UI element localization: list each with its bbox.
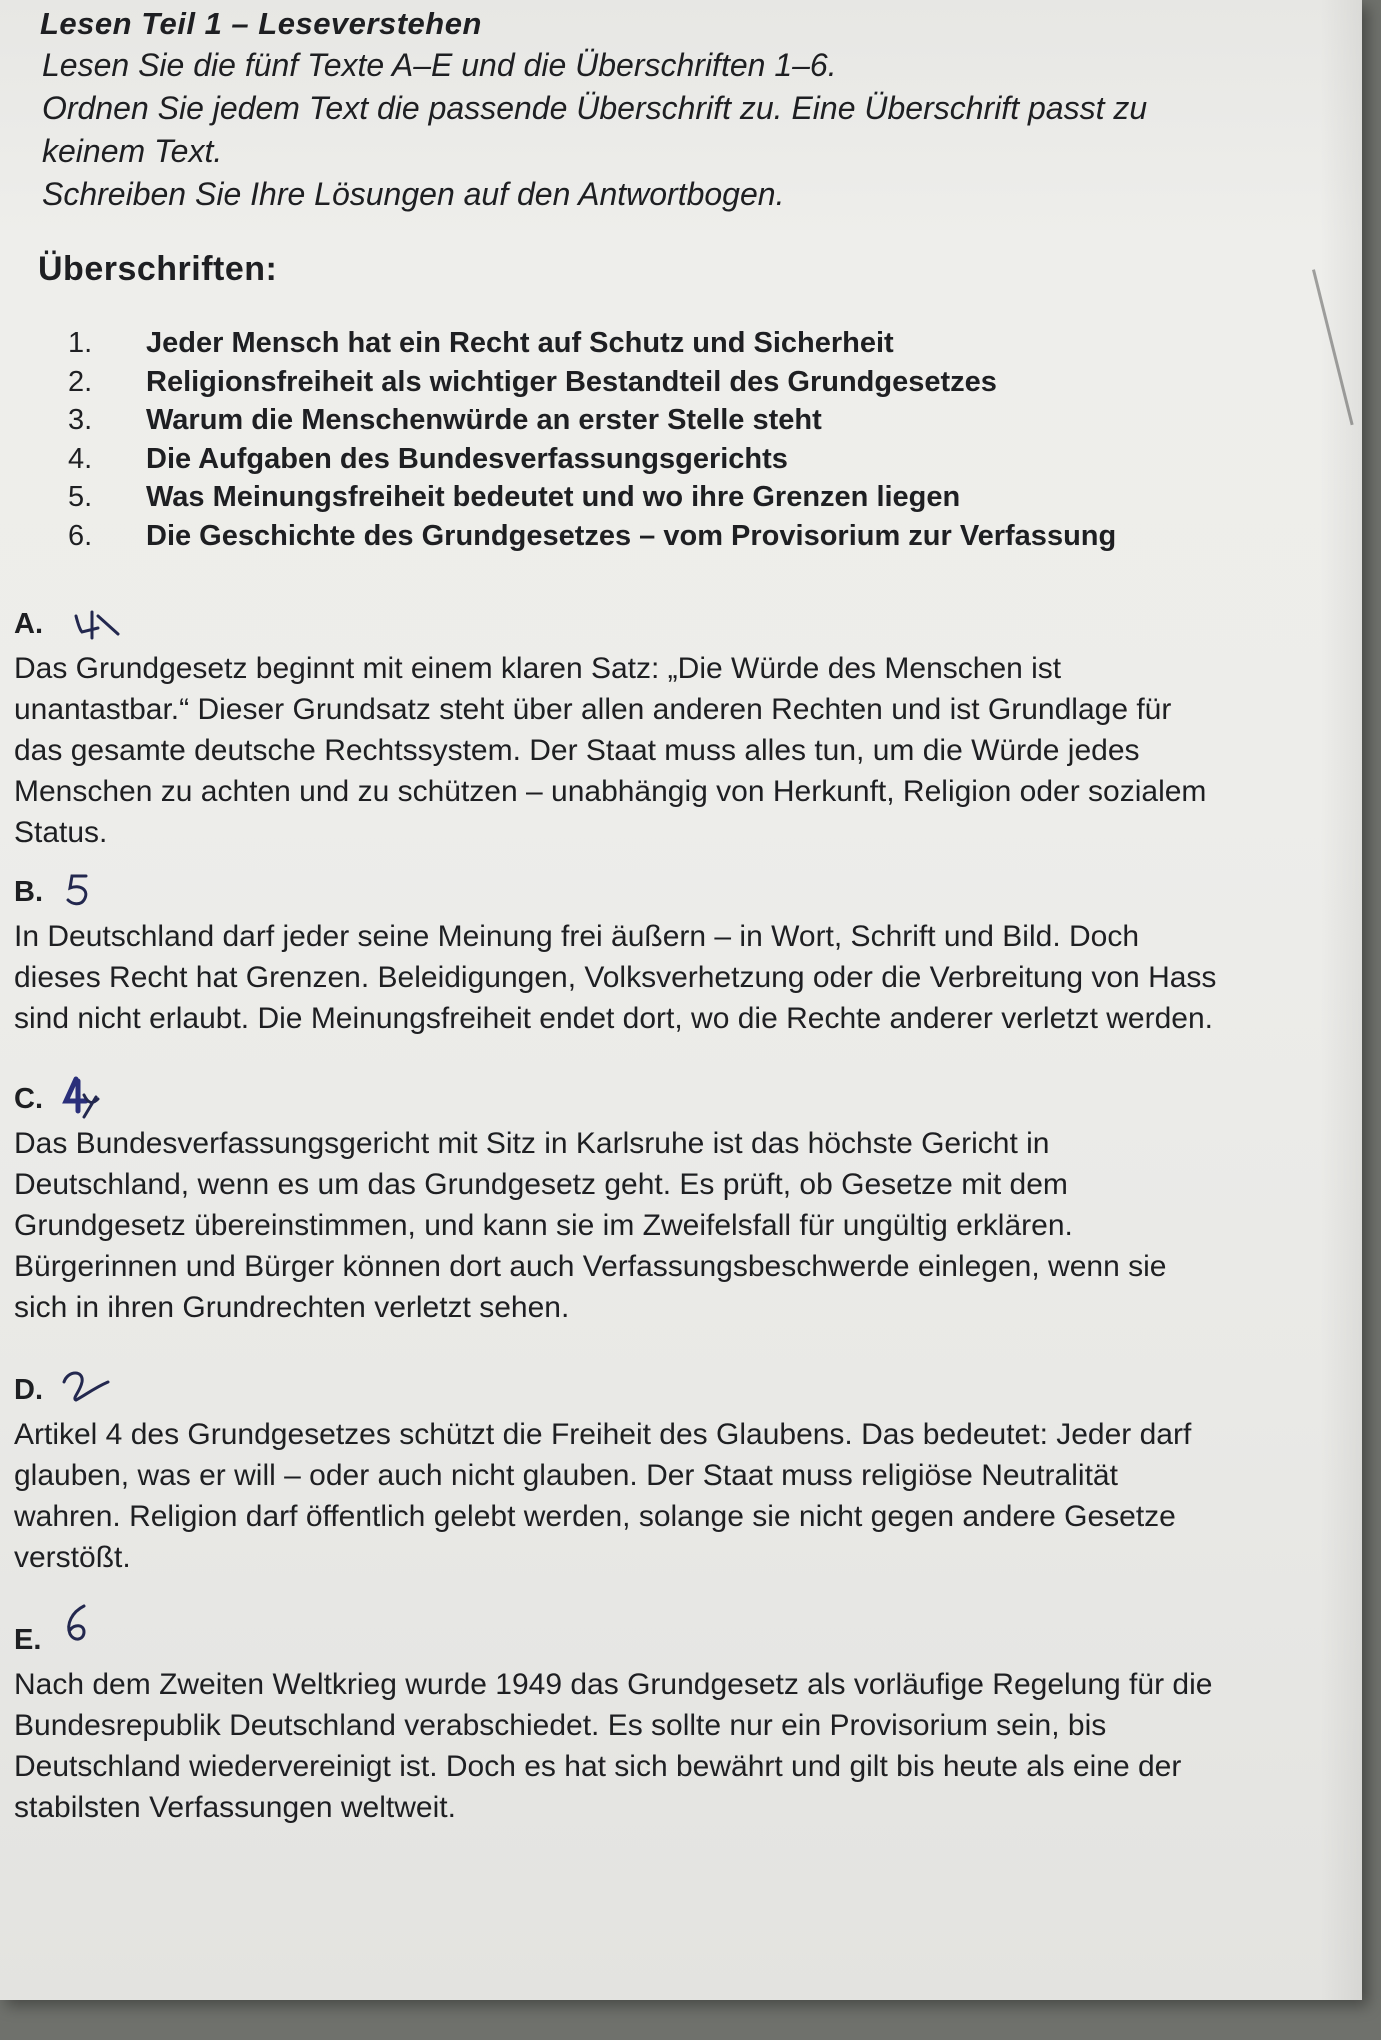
heading-text: Die Aufgaben des Bundesverfassungsgerichts (146, 442, 788, 475)
text-line: das gesamte deutsche Rechtssystem. Der Staat muss alles tun, um die Würde jedes (14, 734, 1140, 767)
text-line: Deutschland wiedervereinigt ist. Doch es hat sich bewährt und gilt bis heute als eine der (14, 1750, 1182, 1783)
heading-number: 6. (68, 519, 93, 552)
headings-label: Überschriften: (38, 250, 278, 288)
text-letter (14, 1374, 1360, 1414)
heading-text: Religionsfreiheit als wichtiger Bestandteil des Grundgesetzes (146, 365, 997, 398)
text-line: verstößt. (14, 1541, 131, 1574)
section-title: Lesen Teil 1 – Leseverstehen (40, 6, 482, 41)
text-letter (14, 876, 1360, 916)
text-line: glauben, was er will – oder auch nicht glauben. Der Staat muss religiöse Neutralität (14, 1459, 1118, 1492)
text-body (14, 1664, 1360, 1828)
text-letter (14, 608, 1360, 648)
text-body (14, 1123, 1360, 1328)
text-letter-label: E. (14, 1624, 42, 1656)
heading-item (68, 517, 1116, 556)
heading-number: 3. (68, 404, 93, 437)
heading-text: Was Meinungsfreiheit bedeutet und wo ihre Grenzen liegen (146, 481, 961, 514)
text-line: Bundesrepublik Deutschland verabschiedet. Es sollte nur ein Provisorium sein, bis (14, 1709, 1107, 1742)
text-line: dieses Recht hat Grenzen. Beleidigungen, Volksverhetzung oder die Verbreitung von Hass (14, 961, 1217, 994)
handwritten-answer-5 (58, 862, 128, 912)
text-body (14, 916, 1360, 1039)
heading-number: 5. (68, 481, 93, 514)
heading-number: 4. (68, 442, 93, 475)
heading-item (68, 363, 1116, 402)
handwritten-answer-4 (68, 594, 138, 644)
text-block-b (14, 876, 1360, 1039)
text-line: Artikel 4 des Grundgesetzes schützt die Freiheit des Glaubens. Das bedeutet: Jeder darf (14, 1418, 1192, 1451)
text-line: unantastbar.“ Dieser Grundsatz steht über allen anderen Rechten und ist Grundlage für (14, 693, 1172, 726)
text-letter (14, 1624, 1360, 1664)
text-line: Bürgerinnen und Bürger können dort auch Verfassungsbeschwerde einlegen, wenn sie (14, 1250, 1167, 1283)
heading-text: Die Geschichte des Grundgesetzes – vom Provisorium zur Verfassung (146, 519, 1117, 552)
text-line: Deutschland, wenn es um das Grundgesetz geht. Es prüft, ob Gesetze mit dem (14, 1168, 1068, 1201)
heading-text: Warum die Menschenwürde an erster Stelle steht (146, 404, 822, 437)
text-line: Status. (14, 816, 108, 849)
text-block-a (14, 608, 1360, 853)
instruction-line: Schreiben Sie Ihre Lösungen auf den Antwortbogen. (42, 176, 785, 212)
text-letter-label: C. (14, 1083, 43, 1115)
text-letter-label: B. (14, 876, 43, 908)
text-line: Das Bundesverfassungsgericht mit Sitz in Karlsruhe ist das höchste Gericht in (14, 1127, 1050, 1160)
text-line: Grundgesetz übereinstimmen, und kann sie im Zweifelsfall für ungültig erklären. (14, 1209, 1073, 1242)
heading-number: 2. (68, 365, 93, 398)
text-block-c (14, 1083, 1360, 1328)
text-block-d (14, 1374, 1360, 1578)
text-line: wahren. Religion darf öffentlich gelebt werden, solange sie nicht gegen andere Gesetze (14, 1500, 1176, 1533)
text-line: stabilsten Verfassungen weltweit. (14, 1791, 456, 1824)
text-line: Menschen zu achten und zu schützen – unabhängig von Herkunft, Religion oder sozialem (14, 775, 1207, 808)
text-line: Das Grundgesetz beginnt mit einem klaren Satz: „Die Würde des Menschen ist (14, 652, 1062, 685)
heading-item (68, 478, 1116, 517)
text-line: In Deutschland darf jeder seine Meinung frei äußern – in Wort, Schrift und Bild. Doch (14, 920, 1140, 953)
text-block-e (14, 1624, 1360, 1828)
text-letter (14, 1083, 1360, 1123)
handwritten-answer-6 (54, 1600, 124, 1650)
instruction-line: keinem Text. (42, 133, 223, 169)
handwritten-answer-4 (56, 1069, 126, 1119)
heading-number: 1. (68, 327, 93, 359)
heading-item (68, 324, 1116, 363)
text-body (14, 1414, 1360, 1578)
instruction-line: Ordnen Sie jedem Text die passende Überschrift zu. Eine Überschrift passt zu (42, 90, 1148, 126)
text-line: Nach dem Zweiten Weltkrieg wurde 1949 das Grundgesetz als vorläufige Regelung für die (14, 1668, 1213, 1701)
text-letter-label: D. (14, 1374, 43, 1406)
handwritten-answer-2 (54, 1360, 124, 1410)
instruction-line: Lesen Sie die fünf Texte A–E und die Überschriften 1–6. (42, 47, 837, 83)
heading-item (68, 440, 1116, 479)
instructions (42, 44, 1302, 216)
text-body (14, 648, 1360, 853)
heading-text: Jeder Mensch hat ein Recht auf Schutz und Sicherheit (146, 327, 894, 359)
text-line: sich in ihren Grundrechten verletzt sehen. (14, 1291, 570, 1324)
heading-item (68, 401, 1116, 440)
text-line: sind nicht erlaubt. Die Meinungsfreiheit endet dort, wo die Rechte anderer verletzt werden. (14, 1002, 1213, 1035)
text-letter-label: A. (14, 608, 43, 640)
headings-list (68, 324, 1116, 556)
